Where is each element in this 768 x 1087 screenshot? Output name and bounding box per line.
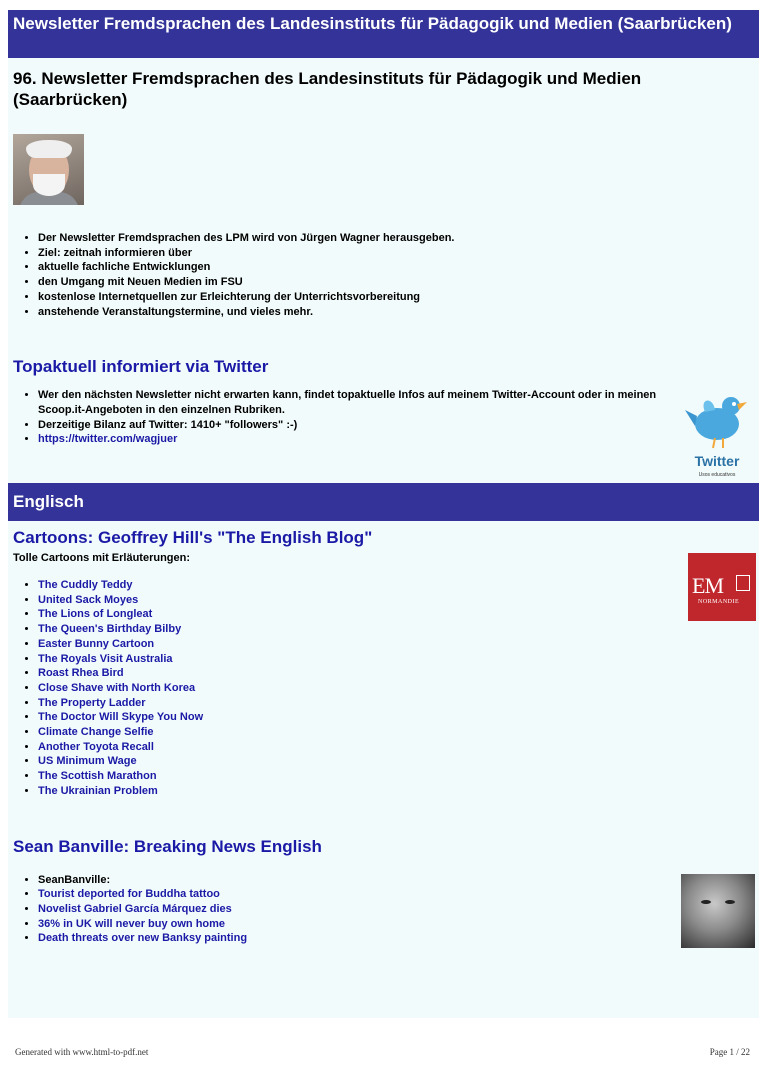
list-item: • aktuelle fachliche Entwicklungen xyxy=(38,260,759,275)
cartoon-link[interactable]: Roast Rhea Bird xyxy=(38,667,124,680)
em-normandie-logo xyxy=(688,553,756,621)
cartoon-link[interactable]: The Royals Visit Australia xyxy=(38,652,173,665)
footer-page-number: Page 1 / 22 xyxy=(709,1047,750,1057)
twitter-logo-sub: Usos educativos xyxy=(698,472,736,479)
list-item xyxy=(38,887,759,902)
header-title: Newsletter Fremdsprachen des Landesinstituts für Pädagogik und Medien (Saarbrücken) xyxy=(13,14,732,33)
list-item xyxy=(38,696,759,711)
twitter-link[interactable]: https://twitter.com/wagjuer xyxy=(38,433,178,446)
list-item xyxy=(38,902,759,917)
list-item xyxy=(38,666,759,681)
list-item: • Ziel: zeitnah informieren über xyxy=(38,246,759,261)
cartoon-link[interactable]: Easter Bunny Cartoon xyxy=(38,637,155,650)
banville-list xyxy=(8,873,759,947)
cartoon-link[interactable]: The Scottish Marathon xyxy=(38,770,157,783)
twitter-logo-text: Twitter xyxy=(694,453,740,470)
list-item: • Wer den nächsten Newsletter nicht erwarten kann, findet topaktuelle Infos auf meinem Twitter-Account oder in meinen Scoop.it-Angeboten in den einzelnen Rubriken. xyxy=(38,388,669,417)
list-item: • den Umgang mit Neuen Medien im FSU xyxy=(38,275,759,290)
cartoon-link[interactable]: Another Toyota Recall xyxy=(38,740,154,753)
list-item xyxy=(38,652,759,667)
list-item: • SeanBanville: xyxy=(38,873,759,888)
list-item xyxy=(38,622,759,637)
page-headline: 96. Newsletter Fremdsprachen des Landesinstituts für Pädagogik und Medien (Saarbrücken) xyxy=(13,69,642,109)
cartoon-link[interactable]: US Minimum Wage xyxy=(38,755,137,768)
footer-generated: Generated with www.html-to-pdf.net xyxy=(15,1047,149,1057)
header-banner xyxy=(8,10,759,58)
cartoons-section xyxy=(8,527,759,799)
author-photo xyxy=(13,134,84,205)
twitter-bird-logo xyxy=(679,388,755,484)
list-item xyxy=(38,710,759,725)
list-item xyxy=(38,637,759,652)
list-item: • Der Newsletter Fremdsprachen des LPM wird von Jürgen Wagner herausgeben. xyxy=(38,231,759,246)
banville-section-title: Sean Banville: Breaking News English xyxy=(13,836,322,856)
newsletter-page xyxy=(8,10,759,1018)
list-item xyxy=(38,931,759,946)
cartoon-link[interactable]: The Cuddly Teddy xyxy=(38,579,133,592)
em-logo-text: EM xyxy=(692,573,723,599)
cartoon-link[interactable]: The Queen's Birthday Bilby xyxy=(38,623,182,636)
list-item xyxy=(38,607,759,622)
list-item: • kostenlose Internetquellen zur Erleichterung der Unterrichtsvorbereitung xyxy=(38,290,759,305)
list-item: • anstehende Veranstaltungstermine, und vieles mehr. xyxy=(38,305,759,320)
list-item xyxy=(38,784,759,799)
list-item xyxy=(38,681,759,696)
em-logo-sub: NORMANDIE xyxy=(698,599,740,606)
cartoons-section-title: Cartoons: Geoffrey Hill's "The English Blog" xyxy=(13,528,373,548)
cartoon-link[interactable]: The Ukrainian Problem xyxy=(38,784,158,797)
list-item xyxy=(38,578,759,593)
banville-link[interactable]: Tourist deported for Buddha tattoo xyxy=(38,888,220,901)
sean-banville-photo xyxy=(681,874,755,948)
cartoons-intro: Tolle Cartoons mit Erläuterungen: xyxy=(13,552,191,565)
intro-list xyxy=(8,231,759,319)
cartoon-link[interactable]: Climate Change Selfie xyxy=(38,726,154,739)
list-item: • Derzeitige Bilanz auf Twitter: 1410+ "followers" :-) xyxy=(38,418,669,433)
cartoon-link[interactable]: United Sack Moyes xyxy=(38,593,139,606)
banville-link[interactable]: 36% in UK will never buy own home xyxy=(38,917,226,930)
twitter-section xyxy=(8,356,759,479)
banville-section xyxy=(8,836,759,947)
list-item xyxy=(38,917,759,932)
list-item xyxy=(38,769,759,784)
banville-link[interactable]: Death threats over new Banksy painting xyxy=(38,932,248,945)
cartoon-link[interactable]: The Property Ladder xyxy=(38,696,146,709)
twitter-section-title: Topaktuell informiert via Twitter xyxy=(13,357,269,377)
englisch-banner-title: Englisch xyxy=(13,492,84,512)
list-item xyxy=(38,740,759,755)
englisch-banner xyxy=(8,483,759,521)
list-item xyxy=(38,432,669,447)
list-item xyxy=(38,725,759,740)
banville-link[interactable]: Novelist Gabriel García Márquez dies xyxy=(38,902,232,915)
cartoon-link[interactable]: Close Shave with North Korea xyxy=(38,681,196,694)
list-item xyxy=(38,754,759,769)
list-item xyxy=(38,593,759,608)
cartoon-link[interactable]: The Doctor Will Skype You Now xyxy=(38,711,204,724)
cartoons-list xyxy=(8,578,759,799)
twitter-list xyxy=(8,388,669,447)
cartoon-link[interactable]: The Lions of Longleat xyxy=(38,608,153,621)
